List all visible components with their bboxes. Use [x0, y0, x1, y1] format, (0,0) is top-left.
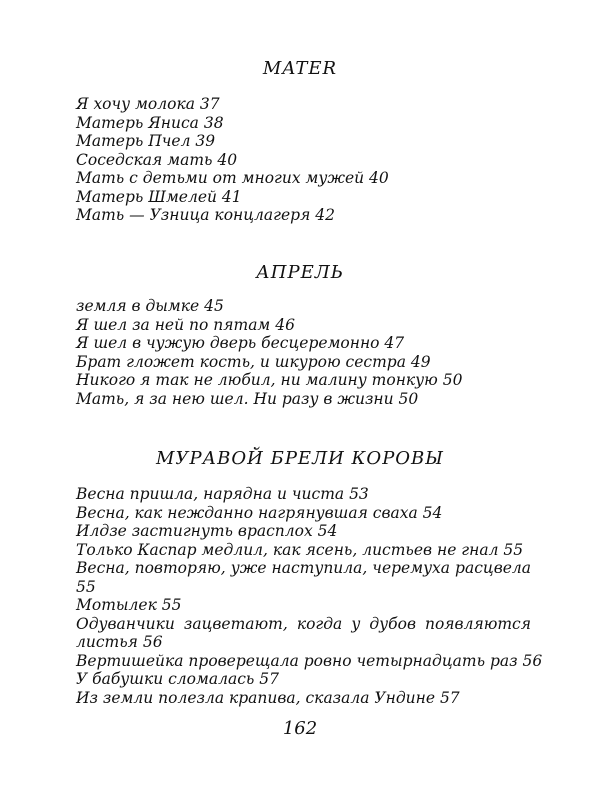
toc-entry: Только Каспар медлил, как ясень, листьев не гнал 55 — [76, 540, 524, 559]
toc-entry: Илдзе застигнуть врасплох 54 — [76, 522, 338, 540]
toc-entry: Одуванчики зацветают, когда у дубов появляются листья 56 — [76, 614, 531, 651]
toc-list-muravoy — [76, 485, 543, 707]
toc-entry: Никого я так не любил, ни малину тонкую 50 — [76, 371, 463, 389]
toc-entry: Мать, я за нею шел. Ни разу в жизни 50 — [76, 389, 419, 408]
toc-entry: Мотылек 55 — [76, 596, 182, 614]
toc-entry: Мать — Узница концлагеря 42 — [76, 206, 335, 224]
toc-entry: Матерь Яниса 38 — [76, 113, 224, 132]
toc-entry: Я хочу молока 37 — [76, 95, 220, 113]
toc-entry: Весна пришла, нарядна и чиста 53 — [76, 485, 369, 503]
toc-entry: Весна, повторяю, уже наступила, черемуха расцвела 55 — [76, 559, 531, 596]
toc-entry: Весна, как нежданно нагрянувшая сваха 54 — [76, 503, 443, 522]
toc-entry: Брат гложет кость, и шкурою сестра 49 — [76, 352, 431, 371]
toc-entry: Мать с детьми от многих мужей 40 — [76, 169, 389, 187]
toc-entry: земля в дымке 45 — [76, 297, 224, 315]
toc-entry: Я шел в чужую дверь бесцеремонно 47 — [76, 334, 405, 352]
toc-entry: Из земли полезла крапива, сказала Ундине 57 — [76, 688, 460, 707]
toc-list-aprel — [76, 297, 531, 408]
toc-entry: У бабушки сломалась 57 — [76, 670, 279, 688]
toc-list-mater — [76, 95, 531, 225]
section-title-muravoy: МУРАВОЙ БРЕЛИ КОРОВЫ — [156, 448, 444, 469]
toc-entry: Вертишейка проверещала ровно четырнадцать раз 56 — [76, 651, 543, 670]
toc-entry: Я шел за ней по пятам 46 — [76, 315, 295, 334]
toc-entry: Соседская мать 40 — [76, 150, 238, 169]
toc-entry: Матерь Пчел 39 — [76, 132, 216, 150]
toc-entry: Матерь Шмелей 41 — [76, 187, 242, 206]
page-number: 162 — [282, 718, 318, 739]
section-title-mater: MATER — [262, 58, 338, 79]
section-title-aprel: АПРЕЛЬ — [256, 262, 344, 283]
